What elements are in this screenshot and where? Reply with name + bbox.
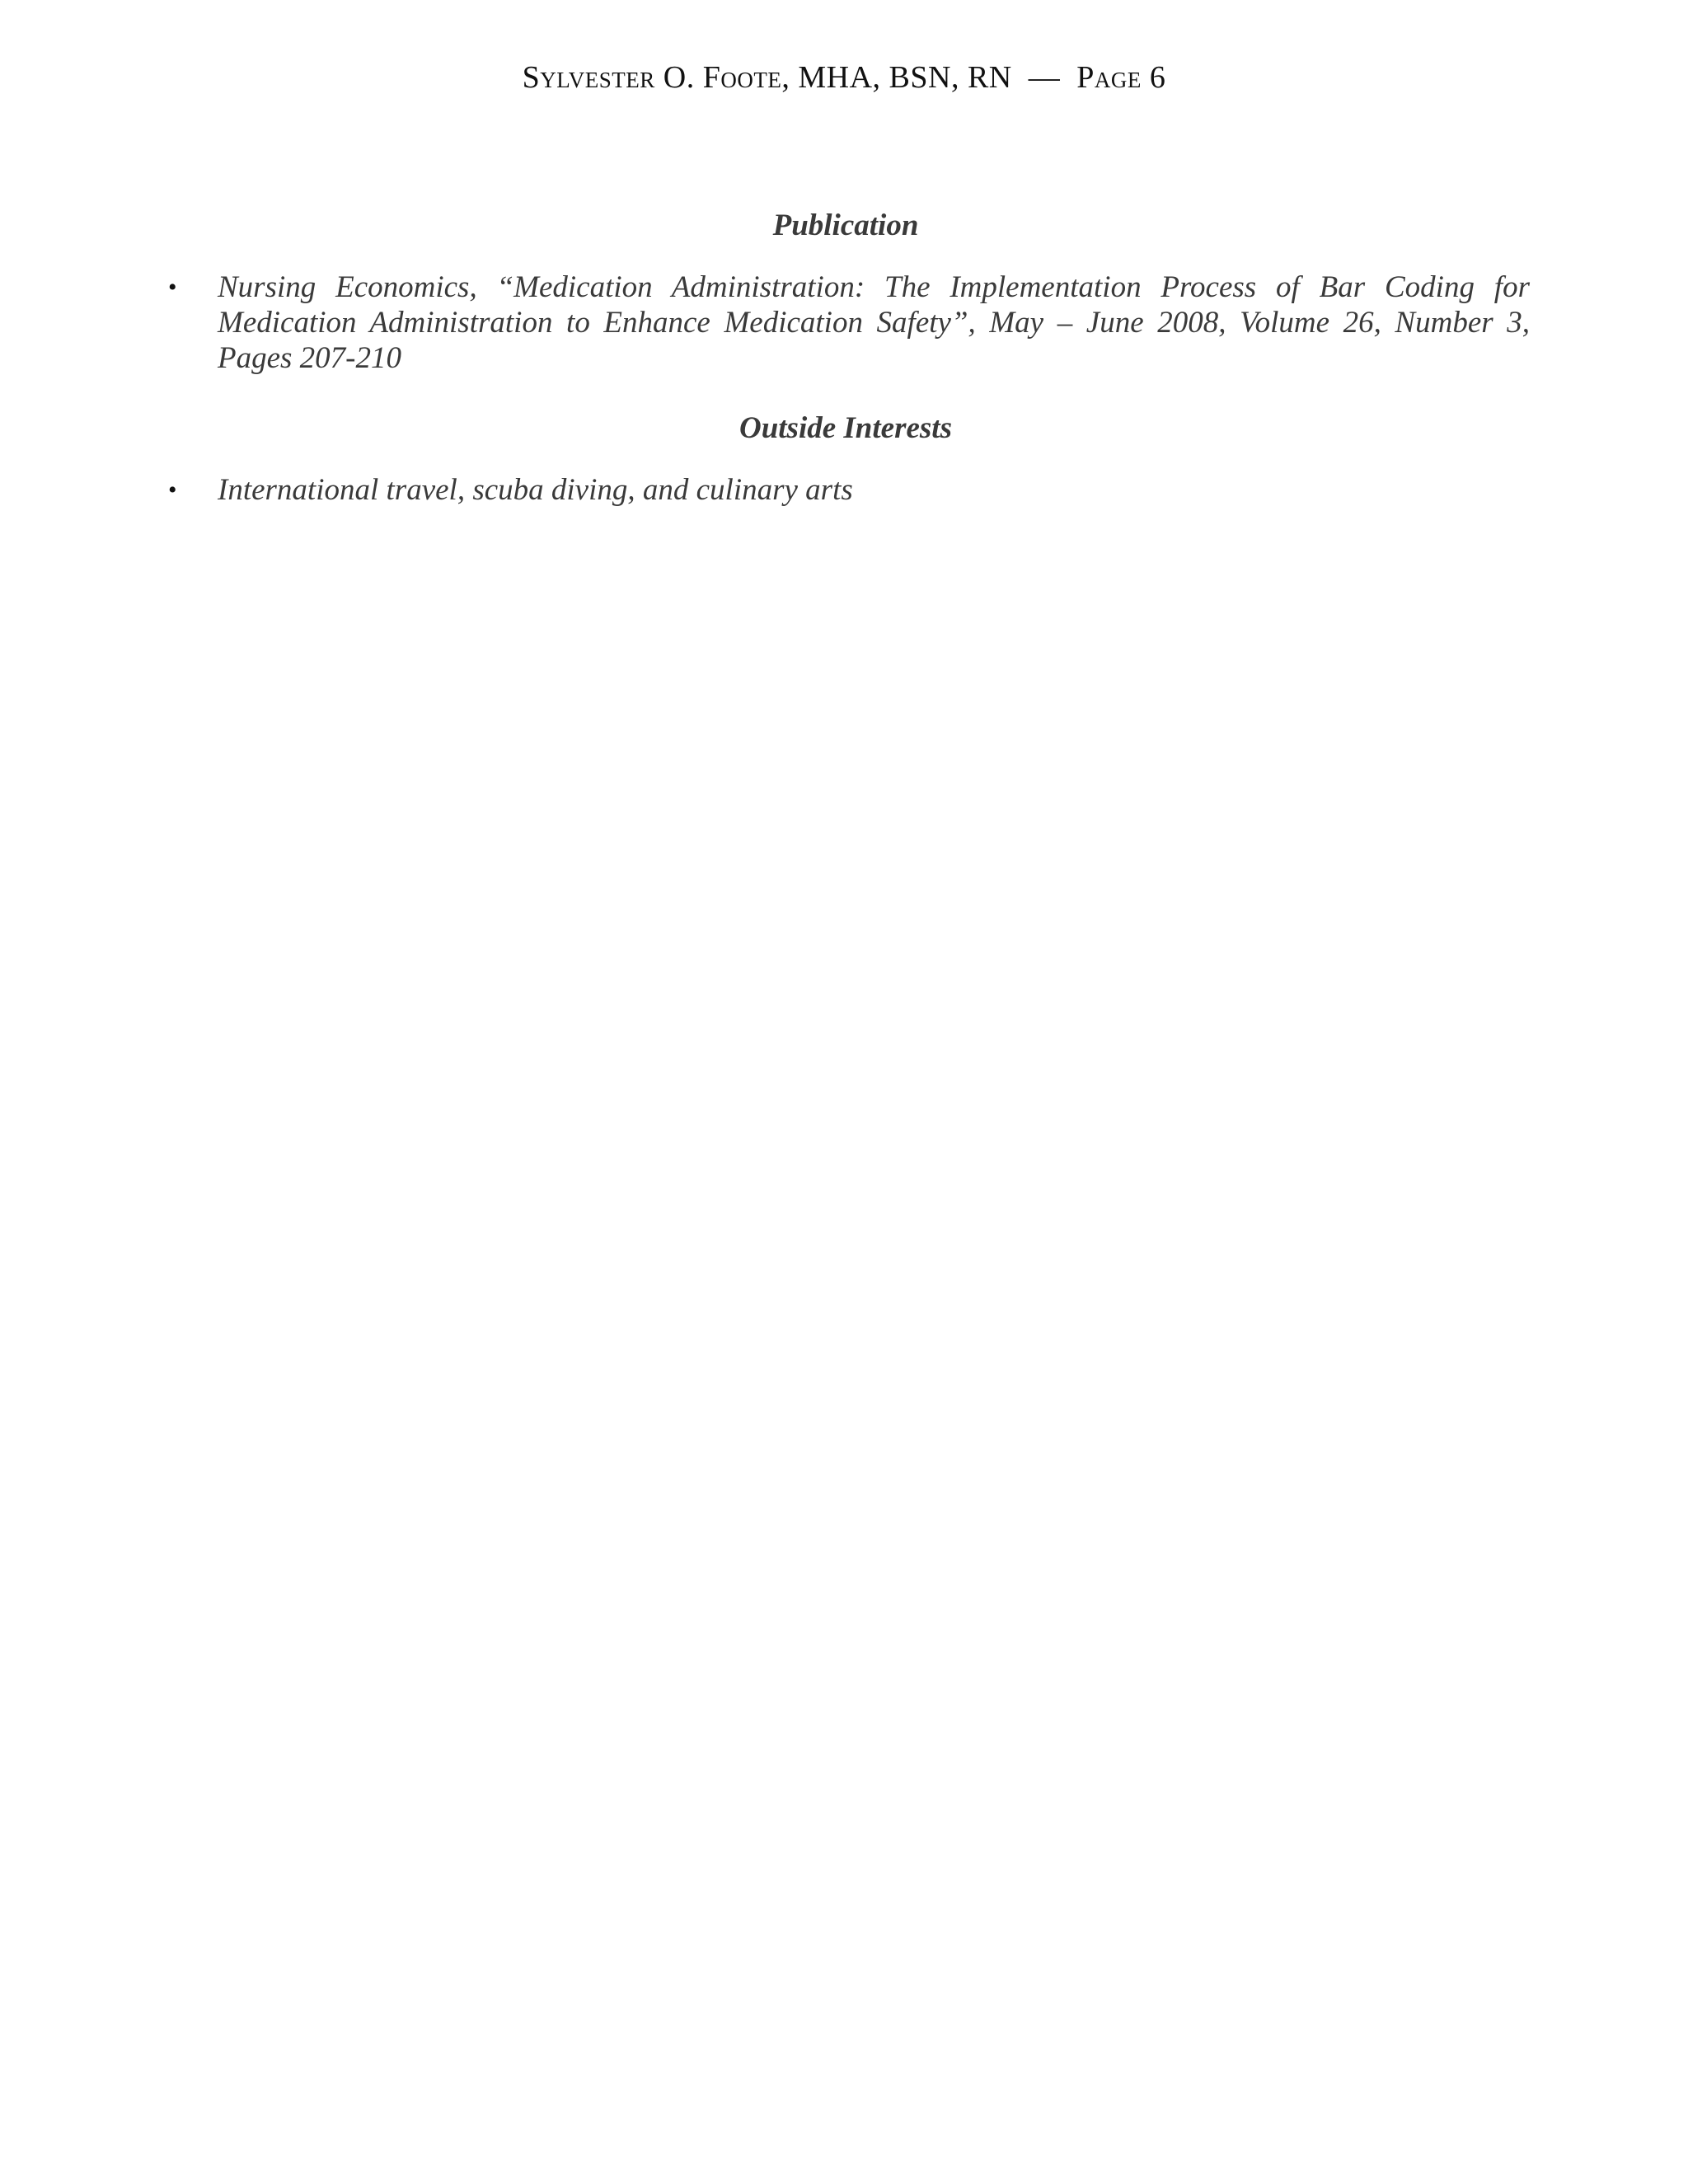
outside-interests-heading: Outside Interests — [738, 411, 952, 445]
list-item — [162, 269, 1530, 376]
publication-text: Nursing Economics, “Medication Administration: The Implementation Process of Bar Coding for Medication Administration to Enhance Medication Safety”, May – June 2008, Volume 26, Number 3, Pages 207-210 — [218, 270, 1530, 375]
outside-interests-section — [162, 410, 1530, 508]
publication-section — [162, 208, 1530, 376]
publication-heading: Publication — [772, 209, 919, 242]
header-name: Sylvester O. Foote, MHA, BSN, RN — [522, 60, 1012, 95]
bullet-icon: • — [168, 476, 177, 504]
publication-list — [162, 269, 1530, 376]
outside-interests-list — [162, 472, 1530, 508]
header-page-number: Page 6 — [1076, 60, 1166, 95]
header-separator: — — [1028, 60, 1061, 95]
running-header — [0, 59, 1688, 96]
bullet-icon: • — [168, 274, 177, 301]
list-item — [162, 472, 1530, 508]
interests-text: International travel, scuba diving, and culinary arts — [218, 473, 853, 507]
